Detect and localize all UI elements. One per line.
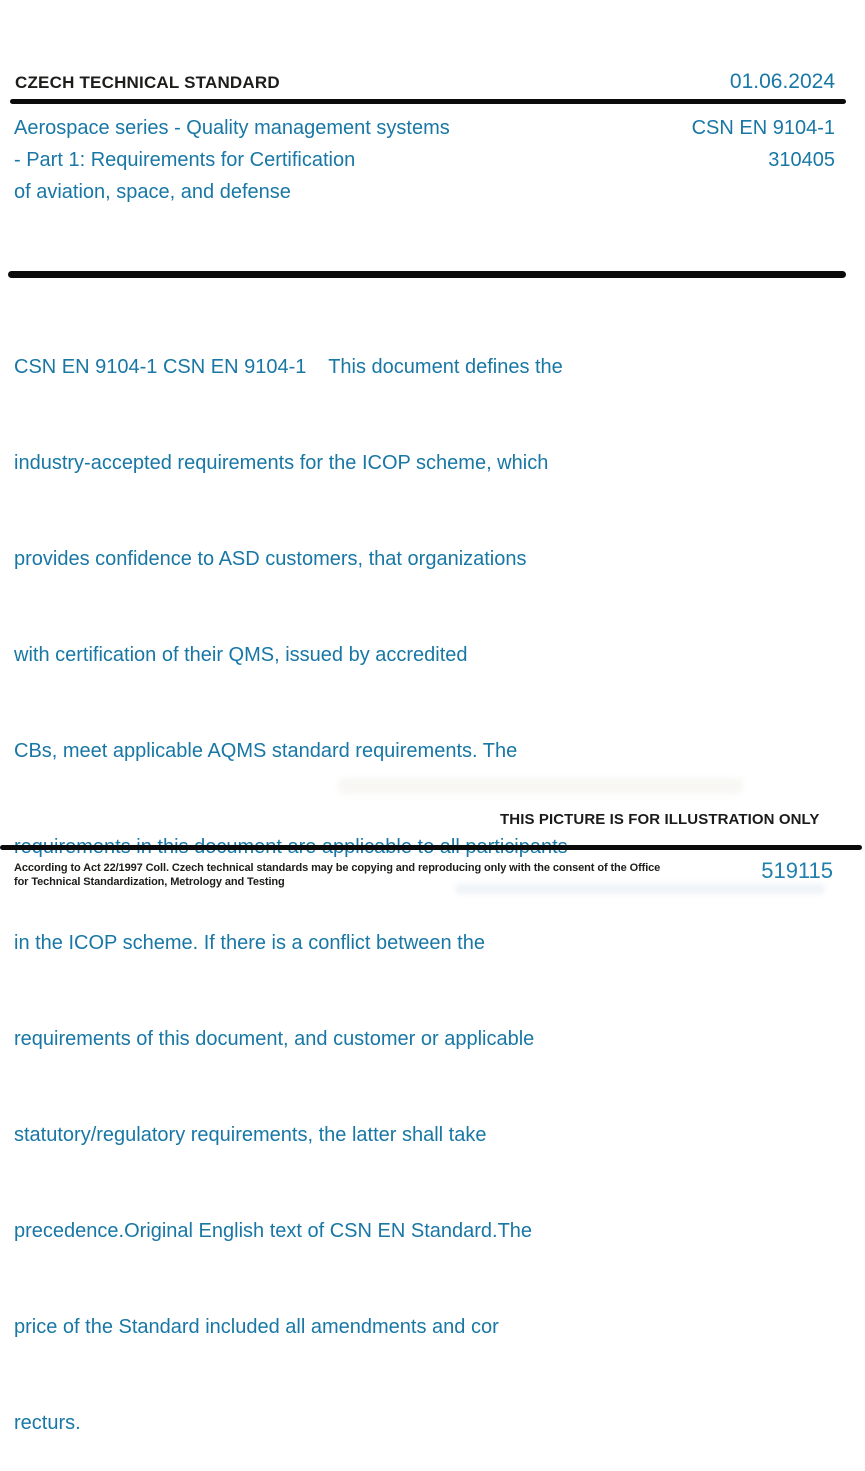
issue-date: 01.06.2024	[729, 70, 835, 93]
standard-identifiers	[692, 112, 835, 176]
standard-title-line-3: of aviation, space, and defense	[14, 181, 291, 203]
abstract-line: recturs.	[14, 1412, 81, 1434]
abstract-line: price of the Standard included all amendments and cor	[14, 1316, 499, 1338]
page-title: CZECH TECHNICAL STANDARD	[15, 73, 280, 92]
abstract-line: with certification of their QMS, issued by accredited	[14, 644, 468, 666]
standard-title-line-1: Aerospace series - Quality management systems	[14, 117, 450, 139]
standard-title-line-2: - Part 1: Requirements for Certification	[14, 149, 356, 171]
abstract-line: in the ICOP scheme. If there is a conflict between the	[14, 932, 485, 954]
copyright-notice-line-2: for Technical Standardization, Metrology and Testing	[14, 876, 285, 888]
class-number: 310405	[768, 149, 835, 171]
abstract-line: CBs, meet applicable AQMS standard requirements. The	[14, 740, 518, 762]
header-divider-line	[10, 99, 846, 104]
abstract-line: statutory/regulatory requirements, the latter shall take	[14, 1124, 487, 1146]
illustration-disclaimer: THIS PICTURE IS FOR ILLUSTRATION ONLY	[500, 811, 820, 828]
copyright-notice-line-1: According to Act 22/1997 Coll. Czech technical standards may be copying and reproducing only with the consent of the Office	[14, 862, 661, 874]
section-divider-line	[8, 271, 846, 278]
standard-code: CSN EN 9104-1	[691, 117, 835, 139]
abstract-line: CSN EN 9104-1 CSN EN 9104-1 This document defines the	[14, 356, 563, 378]
document-number: 519115	[761, 858, 833, 883]
abstract-line: provides confidence to ASD customers, that organizations	[14, 548, 527, 570]
faint-watermark	[338, 778, 743, 794]
abstract-line: requirements of this document, and customer or applicable	[14, 1028, 535, 1050]
standard-title	[14, 112, 450, 208]
faint-watermark	[455, 884, 825, 894]
abstract-line: industry-accepted requirements for the ICOP scheme, which	[14, 452, 549, 474]
footer-divider-line	[0, 845, 862, 850]
abstract-line: precedence.Original English text of CSN EN Standard.The	[14, 1220, 533, 1242]
